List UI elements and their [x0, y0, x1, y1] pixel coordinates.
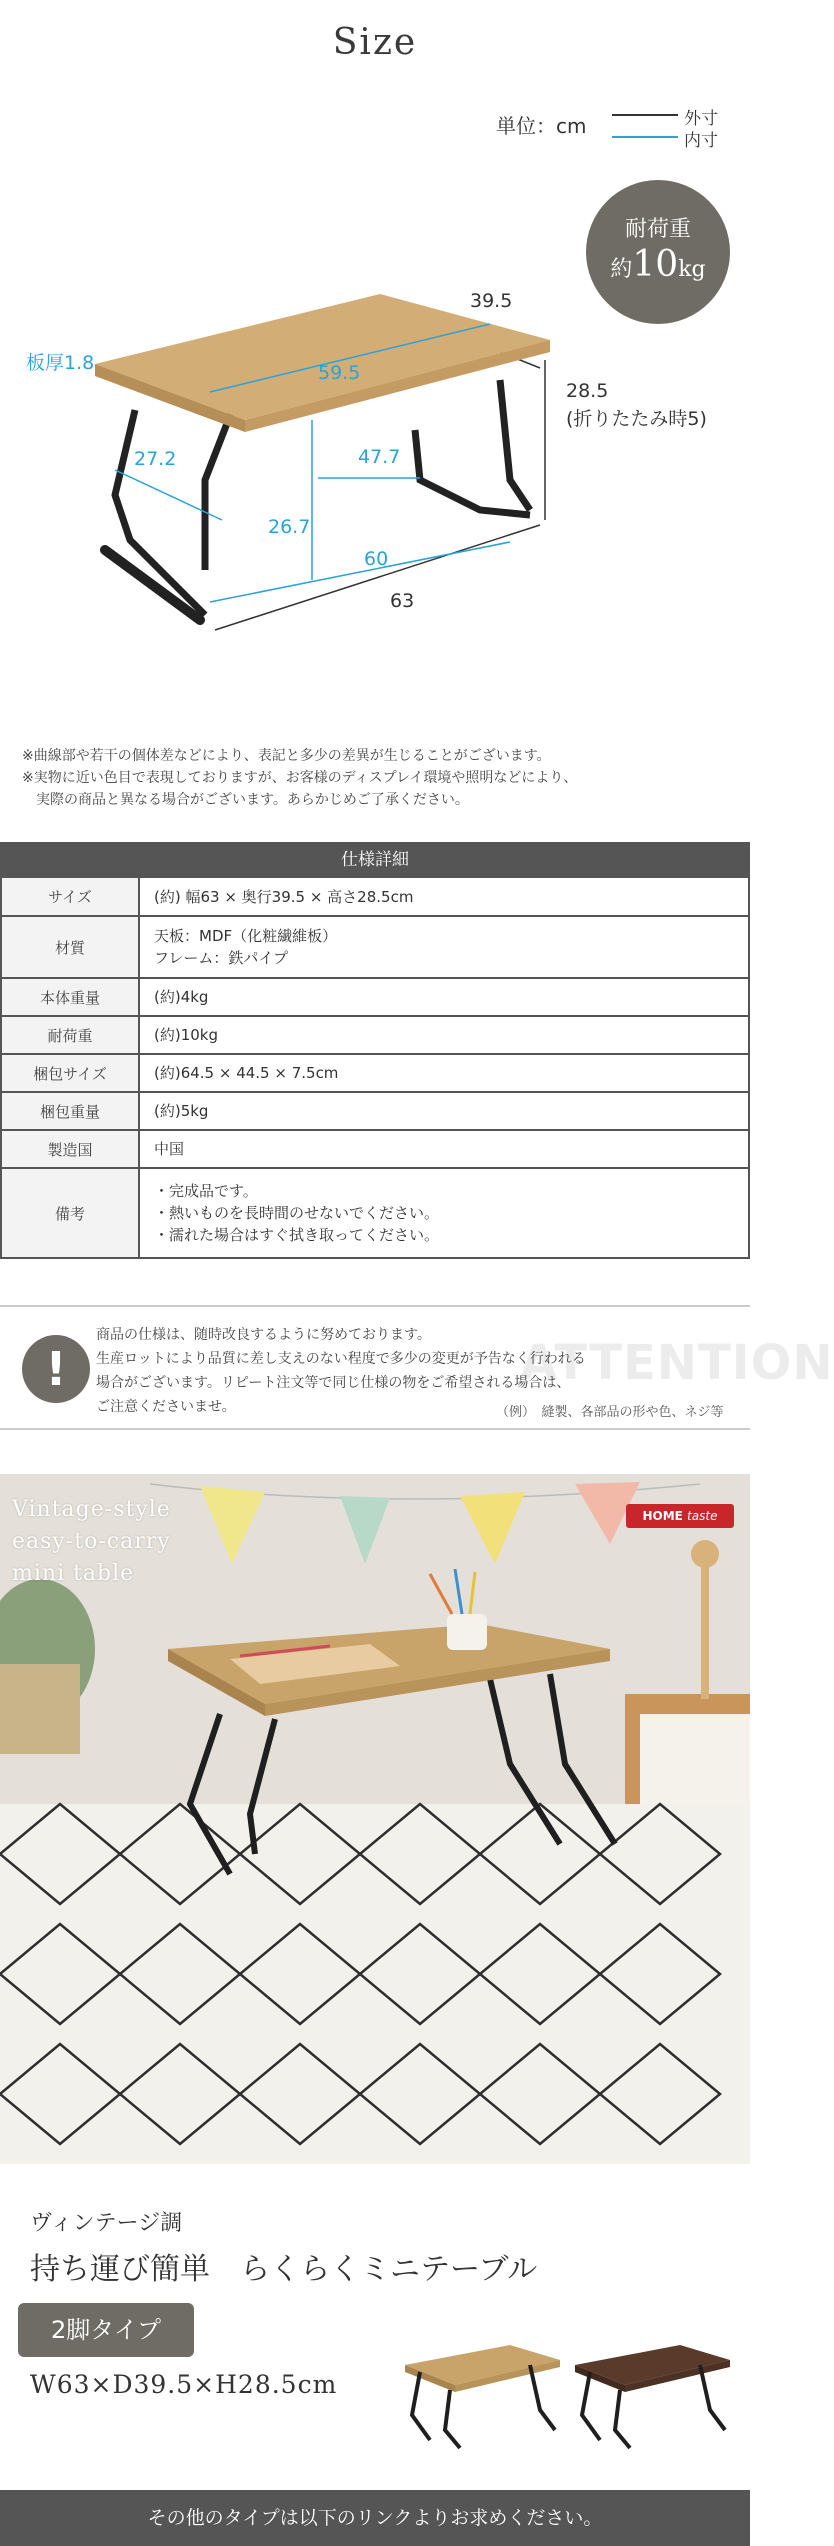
- size-note-line: ※曲線部や若干の個体差などにより、表記と多少の差異が生じることがございます。: [22, 748, 551, 764]
- spec-value: [139, 1168, 749, 1258]
- size-note-line: 実際の商品と異なる場合がございます。あらかじめご了承ください。: [22, 792, 469, 808]
- spec-value-line: 中国: [154, 1140, 185, 1158]
- table-illustration: [0, 280, 750, 680]
- spec-value: [139, 978, 749, 1016]
- dim-bottom-width-inner: 60: [364, 548, 389, 570]
- load-capacity-value: 10: [632, 244, 679, 285]
- lifestyle-photo: [0, 1474, 750, 2164]
- legend-inner-label: 内寸: [684, 131, 718, 151]
- table-row: [1, 1130, 749, 1168]
- exclamation-icon: !: [22, 1335, 90, 1403]
- spec-value-line: (約)5kg: [154, 1102, 209, 1120]
- bunting-flag: [460, 1492, 525, 1564]
- attention-watermark: ATTENTION: [520, 1335, 834, 1391]
- spec-table: [0, 878, 750, 1259]
- spec-key: 耐荷重: [1, 1016, 139, 1054]
- notice-line: 場合がございます。リピート注文等で同じ仕様の物をご希望される場合は、: [96, 1375, 571, 1391]
- spec-value-line: (約) 幅63 × 奥行39.5 × 高さ28.5cm: [154, 887, 414, 906]
- spec-value-line: 天板：MDF（化粧繊維板）: [154, 927, 338, 945]
- spec-key: 梱包サイズ: [1, 1054, 139, 1092]
- attention-notice: [0, 1305, 834, 1430]
- brand-logo: [626, 1504, 734, 1528]
- dim-folded-height: (折りたたみ時5): [566, 408, 707, 430]
- bunting-flag: [200, 1486, 265, 1564]
- spec-value-line: (約)4kg: [154, 988, 209, 1006]
- photo-tagline: [12, 1494, 171, 1590]
- spec-table-heading: 仕様詳細: [0, 842, 750, 878]
- table-row: [1, 916, 749, 978]
- spec-value: [139, 1130, 749, 1168]
- type-badge: 2脚タイプ: [18, 2303, 194, 2357]
- variant-brown-thumbnail: [575, 2345, 730, 2448]
- dimension-legend: [610, 104, 730, 151]
- spec-value-line: フレーム：鉄パイプ: [154, 949, 288, 967]
- spec-key: サイズ: [1, 878, 139, 916]
- table-dimension-diagram: [0, 280, 750, 680]
- spec-value-line: ・完成品です。: [154, 1182, 258, 1200]
- notice-line: 商品の仕様は、随時改良するように努めております。: [96, 1327, 431, 1343]
- spec-value: [139, 878, 749, 916]
- spec-value-line: ・濡れた場合はすぐ拭き取ってください。: [154, 1226, 440, 1244]
- dim-leg-depth-inner: 27.2: [134, 448, 177, 470]
- other-types-banner[interactable]: その他のタイプは以下のリンクよりお求めください。: [0, 2490, 750, 2546]
- spec-value-line: (約)64.5 × 44.5 × 7.5cm: [154, 1064, 339, 1082]
- notice-line: 生産ロットにより品質に差し支えのない程度で多少の変更が予告なく行われる: [96, 1351, 586, 1367]
- dim-top-width-inner: 59.5: [318, 362, 361, 384]
- spec-value: [139, 1054, 749, 1092]
- table-row: [1, 1016, 749, 1054]
- notice-line: ご注意くださいませ。: [96, 1399, 236, 1415]
- size-note-line: ※実物に近い色目で表現しておりますが、お客様のディスプレイ環境や照明などにより、: [22, 770, 578, 786]
- legend-outer: [610, 104, 730, 129]
- table-row: [1, 978, 749, 1016]
- product-dimensions: W63×D39.5×H28.5cm: [30, 2370, 338, 2399]
- load-capacity-unit: kg: [678, 257, 706, 282]
- legend-outer-line: [612, 114, 678, 116]
- tagline-line: easy-to-carry: [12, 1529, 171, 1554]
- dim-depth-outer: 39.5: [470, 290, 513, 312]
- spec-value-line: (約)10kg: [154, 1026, 218, 1044]
- table-row: [1, 1054, 749, 1092]
- unit-label: 単位：cm: [496, 114, 587, 138]
- spec-value-line: ・熱いものを長時間のせないでください。: [154, 1204, 440, 1222]
- notice-example: （例） 縫製、各部品の形や色、ネジ等: [496, 1405, 724, 1420]
- dim-board-thickness: 板厚1.8: [26, 352, 95, 374]
- bunting-flag: [340, 1496, 390, 1564]
- table-row: [1, 878, 749, 916]
- spec-value: [139, 916, 749, 978]
- variant-natural-thumbnail: [405, 2345, 560, 2448]
- product-subtitle: ヴィンテージ調: [30, 2211, 183, 2236]
- dim-leg-span-inner: 47.7: [358, 446, 401, 468]
- load-capacity-prefix: 約: [610, 257, 633, 282]
- size-notes: [22, 745, 732, 811]
- legend-inner-line: [612, 136, 678, 138]
- color-variant-thumbnails: [400, 2330, 740, 2460]
- spec-value: [139, 1092, 749, 1130]
- table-row: [1, 1168, 749, 1258]
- brand-suffix: taste: [687, 1509, 718, 1523]
- tagline-line: mini table: [12, 1561, 135, 1586]
- tagline-line: Vintage-style: [12, 1497, 171, 1522]
- dim-clearance-inner: 26.7: [268, 516, 311, 538]
- spec-value: [139, 1016, 749, 1054]
- product-title: 持ち運び簡単 らくらくミニテーブル: [30, 2252, 538, 2287]
- load-capacity-value-line: [586, 244, 730, 285]
- spec-key: 本体重量: [1, 978, 139, 1016]
- size-section-title: Size: [332, 22, 418, 63]
- dim-width-outer: 63: [390, 590, 415, 612]
- dim-height: 28.5: [566, 380, 609, 402]
- spec-key: 材質: [1, 916, 139, 978]
- spec-key: 備考: [1, 1168, 139, 1258]
- load-capacity-label: 耐荷重: [624, 217, 691, 242]
- brand-name: HOME: [642, 1509, 683, 1523]
- legend-inner: [610, 126, 730, 151]
- color-variants: [400, 2330, 740, 2460]
- legend-outer-label: 外寸: [684, 109, 718, 129]
- spec-key: 製造国: [1, 1130, 139, 1168]
- table-row: [1, 1092, 749, 1130]
- spec-key: 梱包重量: [1, 1092, 139, 1130]
